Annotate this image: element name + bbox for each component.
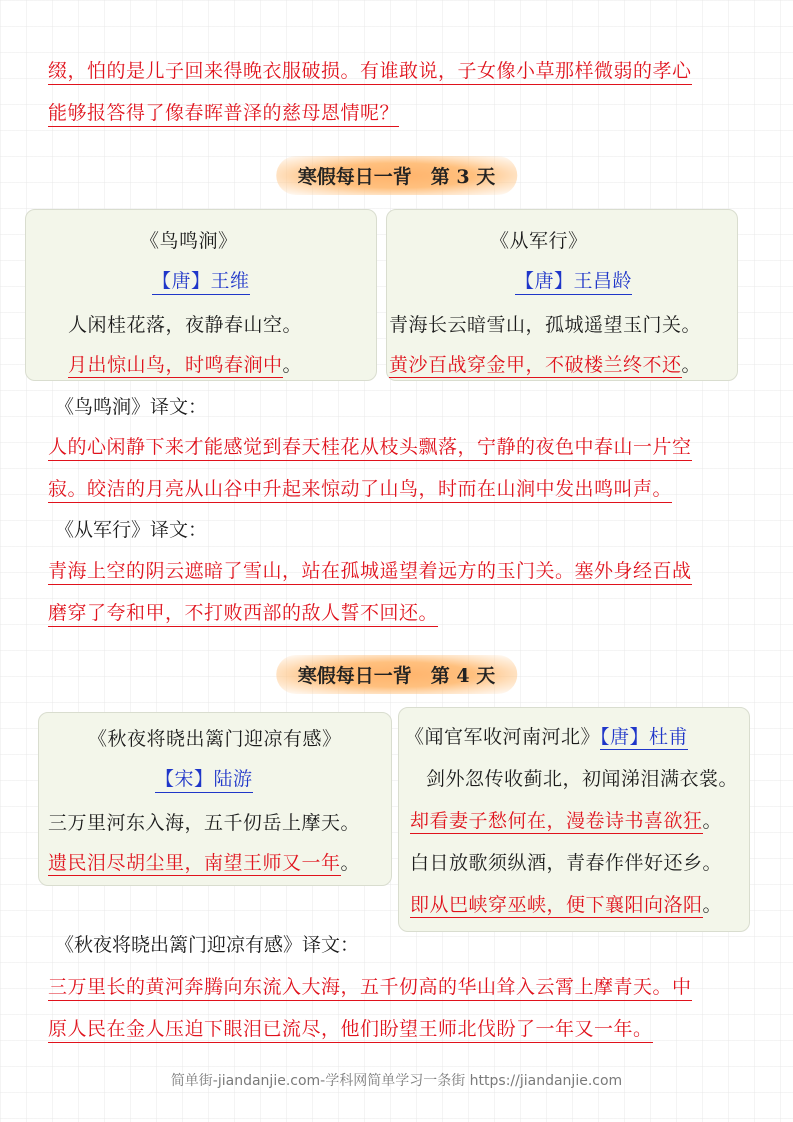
poem-title: 《从军行》	[490, 230, 588, 252]
author-name: 王维	[210, 270, 250, 292]
poem-author	[600, 726, 688, 750]
translation-line: 青海上空的阴云遮暗了雪山，站在孤城遥望着远方的玉门关。塞外身经百战	[48, 556, 692, 583]
dynasty-tag: 【唐】	[152, 270, 211, 292]
poem-line: 剑外忽传收蓟北，初闻涕泪满衣裳。	[426, 768, 739, 790]
poem-title: 《闻官军收河南河北》	[405, 726, 601, 748]
translation-label: 《从军行》译文：	[55, 519, 208, 541]
poem-line-highlight: 黄沙百战穿金甲，不破楼兰终不还。	[389, 354, 702, 376]
translation-label: 《鸟鸣涧》译文：	[55, 396, 208, 418]
poem-title: 《秋夜将晓出篱门迎凉有感》	[88, 728, 342, 750]
poem-line: 人闲桂花落，夜静春山空。	[68, 314, 303, 336]
translation-label: 《秋夜将晓出篱门迎凉有感》译文：	[55, 934, 360, 956]
intro-line-2: 能够报答得了像春晖普泽的慈母恩情呢？	[48, 98, 399, 125]
poem-line-highlight: 即从巴峡穿巫峡，便下襄阳向洛阳。	[410, 894, 723, 916]
dynasty-tag: 【宋】	[155, 768, 214, 790]
poem-line: 青海长云暗雪山，孤城遥望玉门关。	[389, 314, 702, 336]
translation-line: 原人民在金人压迫下眼泪已流尽，他们盼望王师北伐盼了一年又一年。	[48, 1014, 653, 1041]
intro-line-1: 缀，怕的是儿子回来得晚衣服破损。有谁敢说，子女像小草那样微弱的孝心	[48, 56, 692, 83]
translation-line: 人的心闲静下来才能感觉到春天桂花从枝头飘落，宁静的夜色中春山一片空	[48, 432, 692, 459]
dynasty-tag: 【唐】	[515, 270, 574, 292]
day3-banner: 寒假每日一背 第 3 天	[276, 156, 517, 195]
poem-title-line	[405, 722, 688, 749]
poem-line: 三万里河东入海，五千仞岳上摩天。	[48, 812, 361, 834]
footer-watermark: 简单街-jiandanjie.com-学科网简单学习一条街 https://jiandanjie.com	[170, 1073, 623, 1089]
poem-author	[152, 266, 250, 295]
poem-line-highlight: 遗民泪尽胡尘里，南望王师又一年。	[48, 852, 361, 874]
translation-line: 磨穿了夸和甲，不打败西部的敌人誓不回还。	[48, 598, 438, 625]
poem-title: 《鸟鸣涧》	[140, 230, 238, 252]
author-name: 王昌龄	[573, 270, 633, 292]
poem-author	[515, 266, 632, 295]
dynasty-tag: 【唐】	[600, 726, 650, 748]
author-name: 杜甫	[649, 726, 689, 748]
poem-line-highlight: 月出惊山鸟，时鸣春涧中。	[68, 354, 303, 376]
day4-banner: 寒假每日一背 第 4 天	[276, 655, 517, 694]
poem-line-highlight: 却看妻子愁何在，漫卷诗书喜欲狂。	[410, 810, 723, 832]
poem-line: 白日放歌须纵酒，青春作伴好还乡。	[410, 852, 723, 874]
translation-line: 三万里长的黄河奔腾向东流入大海，五千仞高的华山耸入云霄上摩青天。中	[48, 972, 692, 999]
translation-line: 寂。皎洁的月亮从山谷中升起来惊动了山鸟，时而在山涧中发出鸣叫声。	[48, 474, 672, 501]
author-name: 陆游	[213, 768, 253, 790]
poem-author	[155, 764, 253, 793]
